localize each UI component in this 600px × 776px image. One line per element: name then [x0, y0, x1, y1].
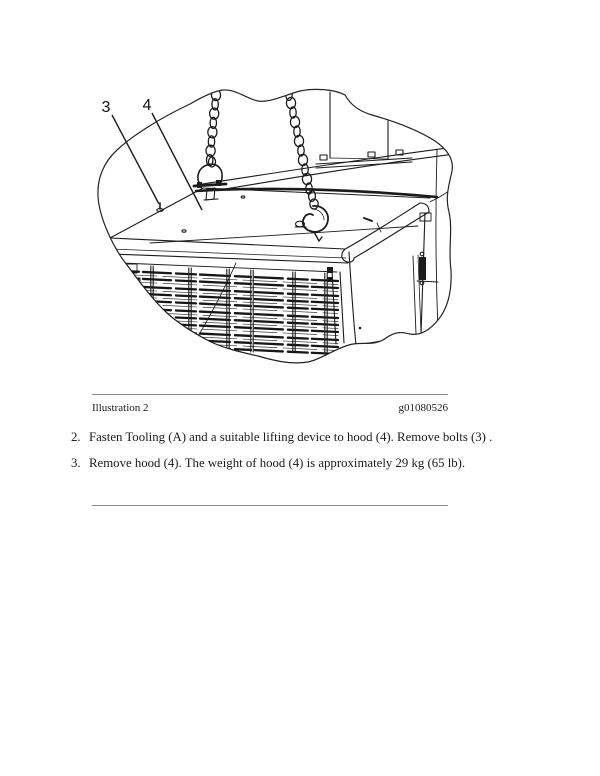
divider-bottom [92, 505, 448, 506]
step-number: 2. [71, 430, 81, 444]
callout-4-leader [152, 113, 202, 210]
step-number: 3. [71, 455, 81, 470]
callout-3-leader [112, 115, 159, 204]
step-item-3 [71, 456, 551, 471]
illustration-caption: Illustration 2 [92, 402, 149, 414]
callout-3-label: 3 [101, 99, 111, 116]
callouts [102, 97, 202, 210]
hood [106, 188, 438, 352]
callout-4-label: 4 [142, 97, 152, 114]
step-list [71, 430, 551, 481]
divider-top [92, 394, 448, 395]
lifting-chain-right [286, 90, 318, 209]
illustration-reference-number: g01080526 [398, 402, 448, 414]
step-text: Fasten Tooling (A) and a suitable lifting device to hood (4). Remove bolts (3) . [89, 430, 493, 444]
illustration-caption-row [92, 402, 448, 414]
lifting-chain-left [206, 89, 221, 167]
step-text: Remove hood (4). The weight of hood (4) is approximately 29 kg (65 lb). [89, 455, 466, 470]
step-item-2 [71, 430, 551, 445]
